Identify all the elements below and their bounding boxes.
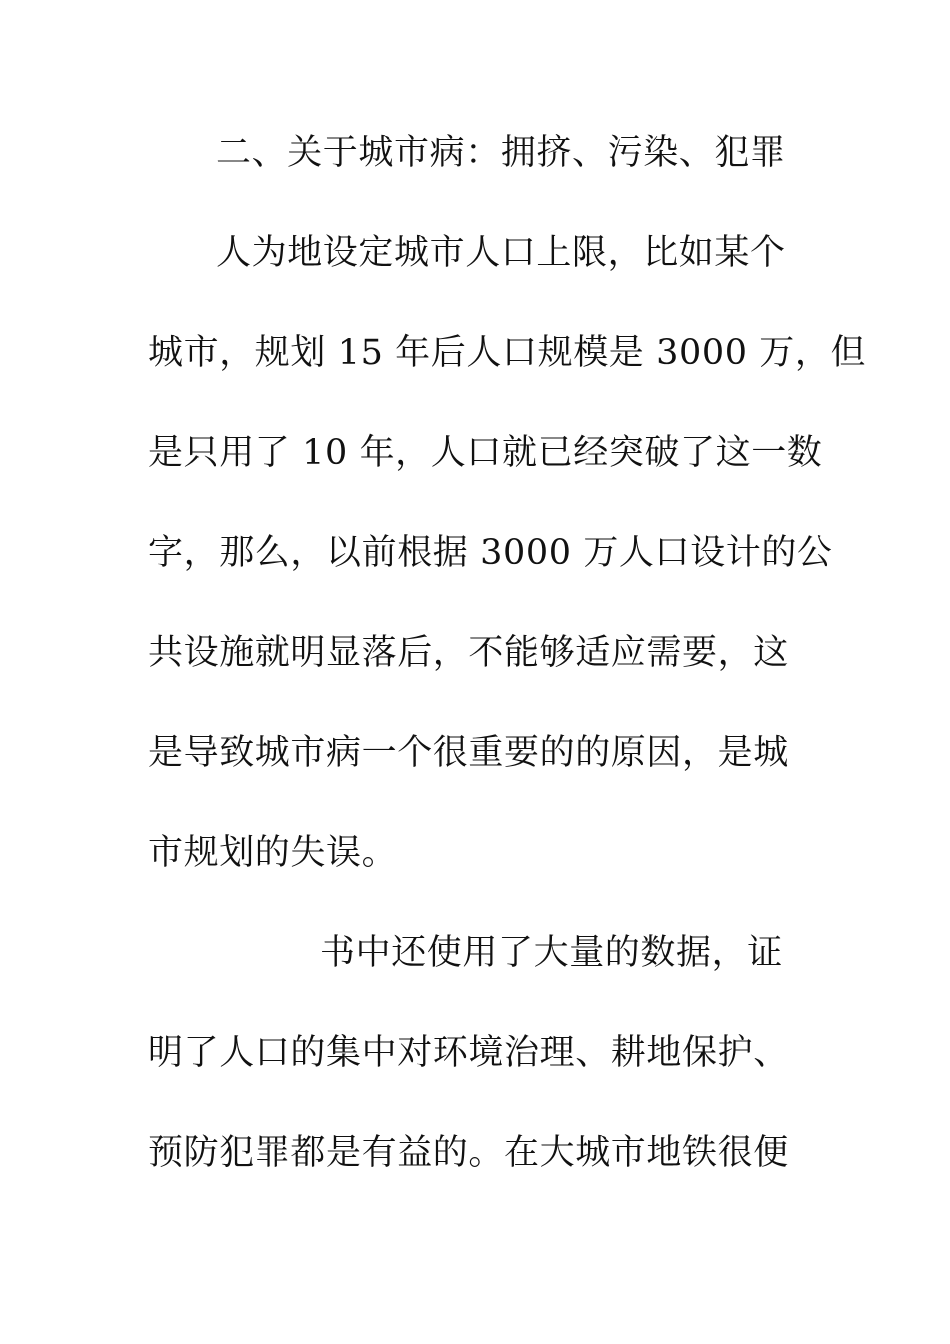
paragraph-line: 人为地设定城市人口上限，比如某个 <box>216 233 786 273</box>
paragraph-line: 市规划的失误。 <box>148 833 398 873</box>
paragraph-line: 明了人口的集中对环境治理、耕地保护、 <box>148 1033 789 1073</box>
paragraph-line: 书中还使用了大量的数据，证 <box>320 933 783 973</box>
paragraph-line: 字，那么，以前根据 3000 万人口设计的公 <box>148 533 833 573</box>
paragraph-line: 共设施就明显落后，不能够适应需要，这 <box>148 633 789 673</box>
paragraph-line: 预防犯罪都是有益的。在大城市地铁很便 <box>148 1133 789 1173</box>
paragraph-line: 是只用了 10 年，人口就已经突破了这一数 <box>148 433 823 473</box>
section-heading: 二、关于城市病：拥挤、污染、犯罪 <box>216 133 786 173</box>
paragraph-line: 是导致城市病一个很重要的的原因，是城 <box>148 733 789 773</box>
paragraph-line: 城市，规划 15 年后人口规模是 3000 万，但 <box>148 333 867 373</box>
